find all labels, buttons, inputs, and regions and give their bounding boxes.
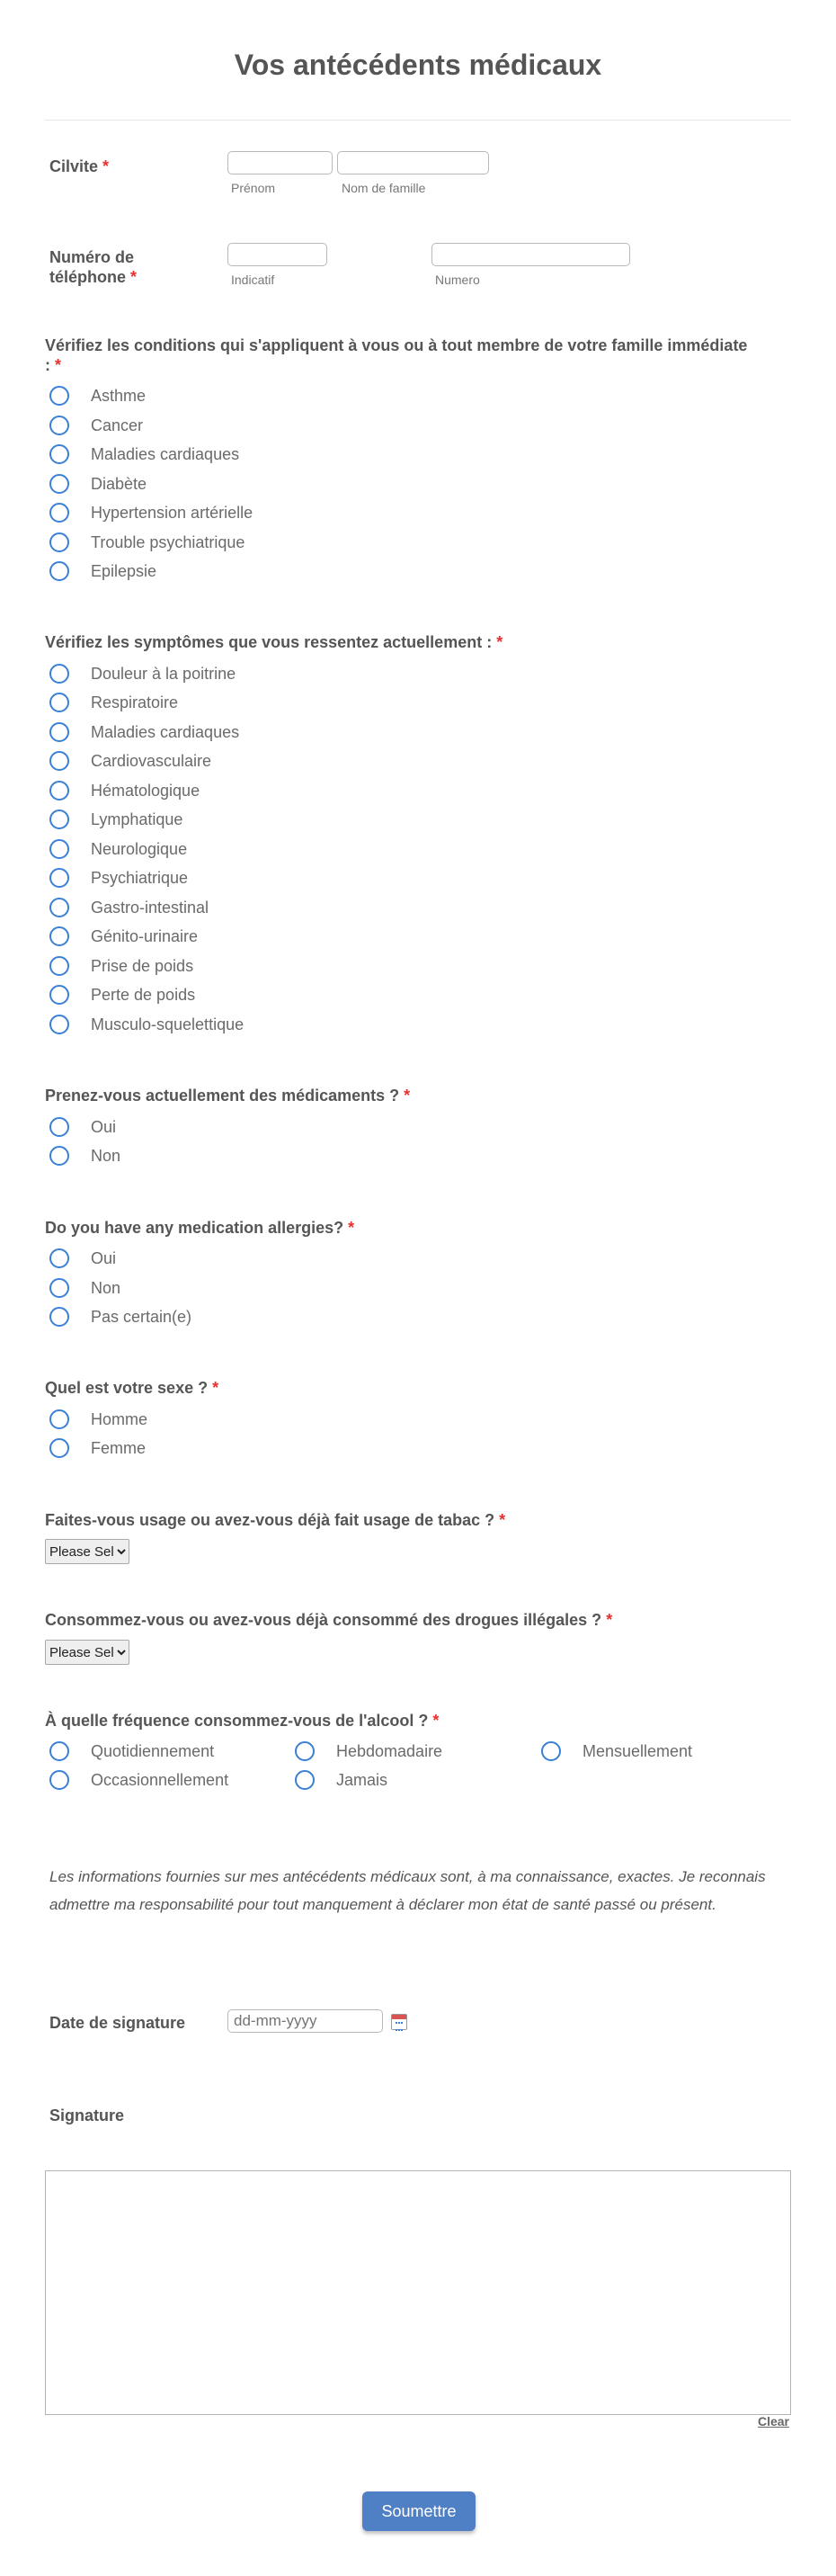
alcohol-option[interactable]: [541, 1740, 692, 1762]
tobacco-select[interactable]: [45, 1539, 129, 1564]
symptoms-question: [45, 632, 502, 652]
phone-label-line2-wrap: [49, 267, 137, 287]
radio-button[interactable]: [49, 809, 69, 829]
option-label: Non: [91, 1278, 121, 1297]
signature-pad[interactable]: [45, 2170, 791, 2415]
conditions-option[interactable]: [49, 415, 143, 436]
required-mark: *: [55, 356, 62, 374]
drugs-question: [45, 1610, 612, 1630]
option-label: Douleur à la poitrine: [91, 664, 236, 683]
option-label: Hypertension artérielle: [91, 503, 253, 522]
radio-button[interactable]: [49, 416, 69, 435]
alcohol-question-text: À quelle fréquence consommez-vous de l'alcool ?: [45, 1712, 429, 1730]
sex-question-text: Quel est votre sexe ?: [45, 1379, 209, 1397]
option-label: Maladies cardiaques: [91, 722, 240, 741]
option-label: Epilepsie: [91, 561, 157, 580]
option-label: Cardiovasculaire: [91, 751, 212, 770]
radio-button[interactable]: [295, 1770, 315, 1790]
option-label: Gastro-intestinal: [91, 898, 209, 917]
radio-button[interactable]: [49, 1248, 69, 1268]
radio-button[interactable]: [49, 386, 69, 406]
option-label: Non: [91, 1146, 121, 1165]
radio-button[interactable]: [49, 868, 69, 888]
phone-prefix-sublabel: Indicatif: [231, 273, 275, 287]
option-label: Musculo-squelettique: [91, 1015, 245, 1033]
alcohol-option[interactable]: [295, 1769, 387, 1791]
symptoms-option[interactable]: [49, 692, 178, 713]
last-name-input[interactable]: [337, 151, 489, 174]
conditions-option[interactable]: [49, 502, 253, 523]
radio-button[interactable]: [541, 1741, 561, 1761]
option-label: Femme: [91, 1438, 147, 1457]
conditions-option[interactable]: [49, 443, 239, 465]
option-label: Occasionnellement: [91, 1770, 229, 1789]
symptoms-option[interactable]: [49, 897, 209, 918]
option-label: Prise de poids: [91, 956, 194, 975]
option-label: Jamais: [336, 1770, 388, 1789]
option-label: Trouble psychiatrique: [91, 532, 245, 551]
medications-question: [45, 1086, 410, 1105]
symptoms-option[interactable]: [49, 1014, 244, 1035]
required-mark: *: [404, 1087, 411, 1105]
conditions-question-line1: Vérifiez les conditions qui s'appliquent à vous ou à tout membre de votre famille immédiate: [45, 336, 748, 354]
option-label: Génito-urinaire: [91, 926, 199, 945]
radio-button[interactable]: [49, 561, 69, 581]
option-label: Oui: [91, 1248, 117, 1267]
conditions-question-line2: :: [45, 356, 50, 374]
civilite-label: [49, 157, 109, 176]
required-mark: *: [432, 1712, 440, 1730]
disclaimer-text: Les informations fournies sur mes antécédents médicaux sont, à ma connaissance, exactes. Je reconnais admettre ma responsabilité pour tout manquement à déclarer mon état de santé passé ou présent.: [49, 1868, 766, 1913]
radio-button[interactable]: [49, 722, 69, 742]
phone-label-line1: Numéro de: [49, 248, 135, 266]
radio-button[interactable]: [295, 1741, 315, 1761]
required-mark: *: [348, 1219, 355, 1237]
allergies-question: [45, 1218, 354, 1238]
alcohol-option[interactable]: [49, 1769, 228, 1791]
radio-button[interactable]: [49, 839, 69, 859]
option-label: Psychiatrique: [91, 868, 189, 887]
radio-button[interactable]: [49, 1741, 69, 1761]
radio-button[interactable]: [49, 664, 69, 684]
page-title: Vos antécédents médicaux: [234, 49, 602, 81]
radio-button[interactable]: [49, 781, 69, 801]
phone-label-line2: téléphone: [49, 268, 127, 286]
radio-button[interactable]: [49, 1438, 69, 1458]
radio-button[interactable]: [49, 956, 69, 976]
tobacco-question: [45, 1510, 505, 1530]
radio-button[interactable]: [49, 926, 69, 946]
radio-button[interactable]: [49, 503, 69, 523]
option-label: Hématologique: [91, 781, 200, 800]
radio-button[interactable]: [49, 474, 69, 494]
option-label: Cancer: [91, 416, 144, 434]
calendar-icon[interactable]: [391, 2014, 407, 2030]
sex-option[interactable]: [49, 1409, 147, 1430]
signature-date-label: Date de signature: [49, 2014, 186, 2032]
phone-prefix-input[interactable]: [227, 243, 327, 266]
option-label: Neurologique: [91, 839, 188, 858]
radio-button[interactable]: [49, 532, 69, 552]
option-label: Hebdomadaire: [336, 1741, 443, 1760]
option-label: Homme: [91, 1409, 148, 1428]
radio-button[interactable]: [49, 1015, 69, 1034]
conditions-option[interactable]: [49, 473, 147, 495]
symptoms-option[interactable]: [49, 750, 211, 772]
option-label: Mensuellement: [583, 1741, 693, 1760]
first-name-sublabel: Prénom: [231, 181, 276, 195]
required-mark: *: [212, 1379, 219, 1397]
symptoms-option[interactable]: [49, 838, 187, 860]
symptoms-option[interactable]: [49, 721, 239, 743]
required-mark: *: [499, 1511, 506, 1529]
symptoms-option[interactable]: [49, 955, 193, 977]
sex-option[interactable]: [49, 1437, 146, 1459]
header-divider: [45, 120, 791, 121]
radio-button[interactable]: [49, 1770, 69, 1790]
radio-button[interactable]: [49, 693, 69, 712]
symptoms-option[interactable]: [49, 780, 200, 801]
symptoms-option[interactable]: [49, 984, 195, 1006]
radio-button[interactable]: [49, 751, 69, 771]
radio-button[interactable]: [49, 985, 69, 1005]
option-label: Asthme: [91, 386, 147, 405]
sex-question: [45, 1378, 218, 1398]
required-mark: *: [496, 633, 503, 651]
option-label: Quotidiennement: [91, 1741, 215, 1760]
radio-button[interactable]: [49, 1146, 69, 1166]
conditions-question: [45, 335, 791, 375]
allergies-question-text: Do you have any medication allergies?: [45, 1219, 344, 1237]
radio-button[interactable]: [49, 444, 69, 464]
allergies-option[interactable]: [49, 1306, 191, 1328]
required-mark: *: [130, 268, 138, 286]
allergies-option[interactable]: [49, 1248, 116, 1269]
option-label: Pas certain(e): [91, 1307, 192, 1326]
alcohol-option[interactable]: [49, 1740, 214, 1762]
required-mark: *: [102, 157, 110, 175]
radio-button[interactable]: [49, 1278, 69, 1298]
radio-button[interactable]: [49, 1409, 69, 1429]
phone-number-sublabel: Numero: [435, 273, 480, 287]
alcohol-question: [45, 1711, 439, 1731]
radio-button[interactable]: [49, 1307, 69, 1327]
option-label: Oui: [91, 1117, 117, 1136]
clear-signature-link[interactable]: Clear: [757, 2414, 789, 2428]
option-label: Lymphatique: [91, 809, 183, 828]
civilite-label-text: Cilvite: [49, 157, 99, 175]
conditions-option[interactable]: [49, 560, 156, 582]
signature-date-input[interactable]: [227, 2009, 383, 2033]
phone-number-input[interactable]: [431, 243, 630, 266]
option-label: Diabète: [91, 474, 147, 493]
conditions-question-line2-wrap: [45, 355, 791, 375]
first-name-input[interactable]: [227, 151, 333, 174]
option-label: Maladies cardiaques: [91, 444, 240, 463]
phone-label: [49, 247, 137, 287]
symptoms-option[interactable]: [49, 926, 198, 947]
medications-option[interactable]: [49, 1145, 120, 1167]
symptoms-question-text: Vérifiez les symptômes que vous ressentez actuellement :: [45, 633, 493, 651]
symptoms-option[interactable]: [49, 663, 236, 684]
drugs-question-text: Consommez-vous ou avez-vous déjà consommé des drogues illégales ?: [45, 1611, 602, 1629]
submit-button[interactable]: Soumettre: [362, 2491, 476, 2531]
signature-label: Signature: [49, 2106, 125, 2124]
radio-button[interactable]: [49, 1117, 69, 1137]
medications-question-text: Prenez-vous actuellement des médicaments ?: [45, 1087, 400, 1105]
radio-button[interactable]: [49, 898, 69, 917]
required-mark: *: [606, 1611, 613, 1629]
conditions-option[interactable]: [49, 532, 245, 553]
option-label: Perte de poids: [91, 985, 196, 1004]
last-name-sublabel: Nom de famille: [342, 181, 426, 195]
drugs-select[interactable]: [45, 1640, 129, 1665]
symptoms-option[interactable]: [49, 809, 182, 830]
medications-option[interactable]: [49, 1116, 116, 1138]
option-label: Respiratoire: [91, 693, 179, 711]
allergies-option[interactable]: [49, 1277, 120, 1299]
conditions-option[interactable]: [49, 385, 146, 407]
tobacco-question-text: Faites-vous usage ou avez-vous déjà fait usage de tabac ?: [45, 1511, 495, 1529]
alcohol-option[interactable]: [295, 1740, 442, 1762]
symptoms-option[interactable]: [49, 867, 188, 889]
